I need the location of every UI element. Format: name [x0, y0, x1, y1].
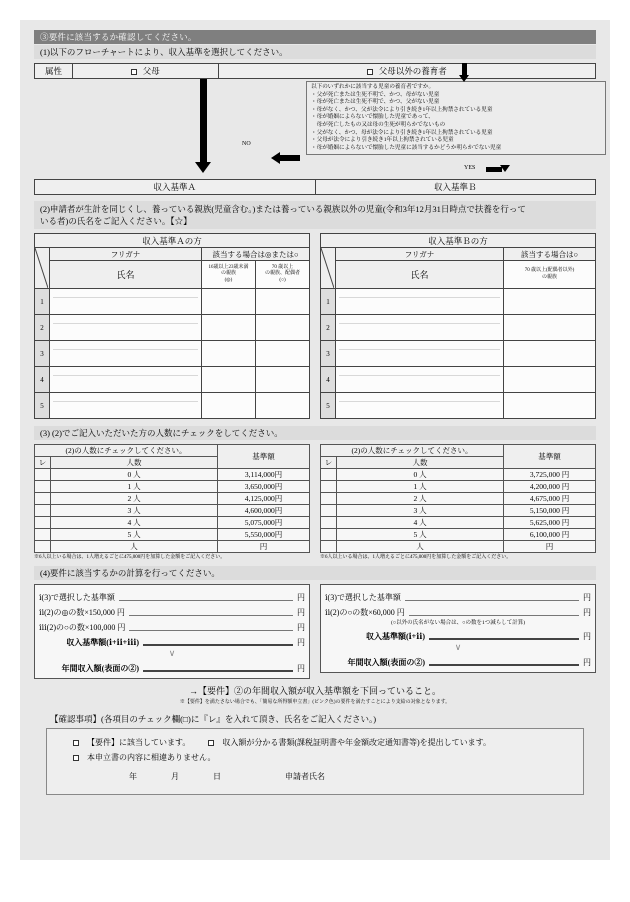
name-table-b-sub: [504, 261, 596, 289]
calc-b-note: (○以外の氏名がない場合は、○の数を1つ減らして計算): [390, 620, 526, 626]
table-row: [321, 505, 596, 517]
diagonal-cell: [321, 248, 336, 289]
sub-line: 70 歳以上(配偶者以外): [524, 268, 575, 273]
calc-b-input-annual[interactable]: [429, 655, 579, 666]
name-input-cell[interactable]: [50, 289, 202, 315]
row-number: 3: [321, 341, 336, 367]
count-b-amount: 5,625,000 円: [504, 517, 596, 529]
calc-a-label-total: 収入基準額(ⅰ+ⅱ+ⅲ): [66, 638, 139, 647]
name-input-cell[interactable]: [50, 367, 202, 393]
calc-b-input-i[interactable]: [405, 590, 579, 601]
name-table-b: [320, 233, 596, 419]
section-step-2: [34, 200, 596, 229]
name-table-a-wrap: [34, 233, 310, 419]
count-a-check-header: (2)の人数にチェックしてください。: [35, 445, 218, 457]
count-a-checkbox[interactable]: [35, 517, 51, 529]
count-a-amount: 5,075,000円: [218, 517, 310, 529]
count-a-count: 5 人: [51, 529, 218, 541]
date-month-label[interactable]: 月: [171, 772, 179, 781]
table-row: [321, 529, 596, 541]
table-row: [321, 493, 596, 505]
table-row: [35, 481, 310, 493]
calc-a-yen-ii: 円: [297, 608, 305, 617]
count-b-amount[interactable]: 円: [504, 541, 596, 553]
count-a-count: 1 人: [51, 481, 218, 493]
flow-arrow-no-shaft: [280, 155, 300, 161]
table-row: [35, 541, 310, 553]
count-a-count[interactable]: 人: [51, 541, 218, 553]
checkbox-other-icon[interactable]: [367, 69, 373, 75]
sub-line: の親族: [541, 274, 557, 280]
standard-b-cell[interactable]: 収入基準Ｂ: [315, 180, 596, 195]
count-b-count[interactable]: 人: [337, 541, 504, 553]
calc-b-comparator: ∨: [454, 642, 462, 652]
count-a-checkbox[interactable]: [35, 493, 51, 505]
table-row: [35, 493, 310, 505]
calc-a-wrap: [34, 584, 310, 679]
checkbox-requirement-icon[interactable]: [73, 740, 79, 746]
list-item: ・父がなく、かつ、母が法令により引き続き1年以上拘禁されている児童: [311, 129, 493, 136]
confirmation-item-3: 本申立書の内容に相違ありません。: [87, 753, 216, 762]
calc-a-row-i: [39, 588, 305, 603]
count-table-a: [34, 444, 310, 553]
attribute-table: [34, 63, 596, 79]
count-a-count: 4 人: [51, 517, 218, 529]
count-b-checkbox[interactable]: [321, 505, 337, 517]
row-number: 3: [35, 341, 50, 367]
count-b-checkbox[interactable]: [321, 493, 337, 505]
calc-tables: [34, 584, 596, 679]
table-row: [35, 234, 310, 248]
name-table-b-title: 収入基準Ｂの方: [321, 234, 596, 248]
name-input-cell[interactable]: [50, 393, 202, 419]
count-a-count: 3 人: [51, 505, 218, 517]
name-tables: [34, 233, 596, 419]
table-row: [35, 64, 596, 79]
table-row: [35, 367, 310, 393]
calc-table-b: [320, 584, 596, 673]
table-row: [321, 261, 596, 272]
table-row: [35, 180, 596, 195]
confirmation-line-1: [57, 735, 573, 750]
calc-a-label-annual: 年間収入額(表面の②): [61, 664, 139, 673]
flow-label-no: NO: [242, 141, 251, 147]
requirement-note: ※【要件】を満たさない場合でも、「簡易な所得額申立書」(ピンク色)の要件を満たすことにより支給の対象となります。: [179, 700, 451, 705]
confirmation-item-1: 【要件】に該当しています。: [87, 738, 191, 747]
flowchart: [34, 79, 596, 179]
calc-a-yen-annual: 円: [297, 664, 305, 673]
section-step-4: (4)要件に該当するかの計算を行ってください。: [34, 565, 596, 580]
table-row: [321, 248, 596, 261]
row-number: 5: [35, 393, 50, 419]
mark-cell-1[interactable]: [202, 341, 256, 367]
row-number: 4: [321, 367, 336, 393]
count-a-count: 2 人: [51, 493, 218, 505]
name-input-cell[interactable]: [336, 393, 504, 419]
table-row: [35, 289, 310, 315]
table-row: [35, 445, 310, 457]
calc-a-input-ii[interactable]: [129, 605, 293, 616]
count-a-amount: 4,600,000円: [218, 505, 310, 517]
calc-a-row-ii: [39, 603, 305, 618]
count-a-checkbox[interactable]: [35, 541, 51, 553]
count-b-checkbox[interactable]: [321, 529, 337, 541]
table-row: [35, 517, 310, 529]
count-b-count: 2 人: [337, 493, 504, 505]
calc-a-yen-total: 円: [297, 638, 305, 647]
criteria-box: [306, 81, 606, 155]
calc-b-yen-i: 円: [583, 593, 591, 602]
mark-cell-1[interactable]: [202, 289, 256, 315]
count-a-checkbox[interactable]: [35, 469, 51, 481]
count-a-amount: 5,550,000円: [218, 529, 310, 541]
calc-b-yen-ii: 円: [583, 608, 591, 617]
count-table-a-wrap: [34, 444, 310, 561]
name-table-b-furigana: フリガナ: [336, 248, 504, 261]
mark-cell[interactable]: [504, 315, 596, 341]
calc-a-comparator: ∨: [168, 648, 176, 658]
count-a-amount: 3,114,000円: [218, 469, 310, 481]
flow-arrow-yes-icon: [500, 165, 510, 172]
standard-table: [34, 179, 596, 195]
sub-line: (◎): [224, 277, 233, 283]
name-input-cell[interactable]: [336, 367, 504, 393]
mark-cell[interactable]: [504, 289, 596, 315]
mark-cell-2[interactable]: [256, 367, 310, 393]
sub-line: の親族、配偶者: [264, 271, 300, 277]
table-row: [321, 469, 596, 481]
list-item: ・母が死亡または生死不明で、かつ、父がない児童: [311, 99, 440, 106]
calc-b-label-i: ⅰ(3)で選択した基準額: [325, 593, 401, 602]
sub-line: (○): [279, 277, 286, 283]
count-a-count: 0 人: [51, 469, 218, 481]
table-row: [321, 445, 596, 457]
flow-arrow-down-other-icon: [459, 75, 469, 82]
count-a-amount: 3,650,000円: [218, 481, 310, 493]
table-row: [35, 529, 310, 541]
flow-arrow-shaft: [200, 79, 207, 163]
signature-row: [57, 769, 573, 784]
table-row: [35, 248, 310, 261]
sub-line: 16歳以上23歳未満: [208, 264, 249, 270]
count-a-checkbox[interactable]: [35, 481, 51, 493]
name-table-a-sub2: [256, 261, 310, 289]
diagonal-cell: [35, 248, 50, 289]
name-table-a-mark-header: 該当する場合は◎または○: [202, 248, 310, 261]
calc-a-label-iii: ⅲ(2)の○の数×100,000 円: [39, 623, 126, 632]
name-input-cell[interactable]: [336, 341, 504, 367]
section-header-3: ③要件に該当するか確認してください。: [34, 30, 596, 44]
table-row: [321, 367, 596, 393]
count-b-checkbox[interactable]: [321, 541, 337, 553]
attribute-label: 属性: [35, 64, 73, 79]
count-table-b-wrap: [320, 444, 596, 561]
name-table-a-furigana: フリガナ: [50, 248, 202, 261]
calc-b-row-total: [325, 627, 591, 642]
diagonal-line-icon: [321, 248, 334, 288]
mark-cell-2[interactable]: [256, 341, 310, 367]
mark-cell-2[interactable]: [256, 315, 310, 341]
count-b-amount: 4,200,000 円: [504, 481, 596, 493]
flow-arrow-left-icon: [271, 152, 280, 164]
table-row: [321, 481, 596, 493]
row-number: 4: [35, 367, 50, 393]
flow-arrow-down-icon: [195, 162, 211, 173]
table-row: [321, 315, 596, 341]
checkbox-documents-icon[interactable]: [208, 740, 214, 746]
table-row: [35, 341, 310, 367]
section-step-2-line1: (2)申請者が生計を同じくし、養っている親族(児童含む。)または養っている親族以外の児童(令和3年12月31日時点で扶養を行って: [40, 204, 526, 214]
calc-b-label-total: 収入基準額(ⅰ+ⅱ): [365, 632, 425, 641]
count-a-check-mark: レ: [35, 457, 51, 469]
attribute-other-label: 父母以外の養育者: [378, 66, 447, 76]
count-b-checkbox[interactable]: [321, 517, 337, 529]
name-table-a-sub1: [202, 261, 256, 289]
checkbox-truth-icon[interactable]: [73, 755, 79, 761]
mark-cell[interactable]: [504, 367, 596, 393]
calc-b-label-annual: 年間収入額(表面の②): [347, 658, 425, 667]
section-step-2-line2: いる者)の氏名をご記入ください。【☆】: [40, 216, 192, 226]
mark-cell-2[interactable]: [256, 393, 310, 419]
standard-a-cell[interactable]: 収入基準Ａ: [35, 180, 316, 195]
confirmation-line-2: [57, 750, 573, 765]
calc-b-yen-annual: 円: [583, 658, 591, 667]
list-item: ・母が婚姻によらないで懐胎した児童であって、: [311, 114, 434, 121]
count-tables: [34, 444, 596, 561]
calc-b-row-ii: [325, 603, 591, 618]
name-table-b-name: 氏名: [336, 261, 504, 289]
count-a-amount[interactable]: 円: [218, 541, 310, 553]
count-b-amount-header: 基準額: [504, 445, 596, 469]
calc-a-label-ii: ⅱ(2)の◎の数×150,000 円: [39, 608, 125, 617]
confirmation-title: 【確認事項】(各項目のチェック欄(□)に『レ』を入れて頂き、氏名をご記入ください。): [50, 714, 377, 724]
calc-a-row-iii: [39, 618, 305, 633]
count-b-count: 4 人: [337, 517, 504, 529]
table-row: [35, 505, 310, 517]
table-row: [321, 289, 596, 315]
row-number: 2: [35, 315, 50, 341]
count-b-count: 5 人: [337, 529, 504, 541]
calc-a-row-annual: [39, 659, 305, 674]
mark-cell[interactable]: [504, 341, 596, 367]
row-number: 2: [321, 315, 336, 341]
attribute-parent-cell[interactable]: [73, 64, 219, 79]
list-item: 母が死亡したもの又は母の生死が明らかでないもの: [311, 121, 446, 128]
name-table-a-name: 氏名: [50, 261, 202, 289]
section-step-3: (3) (2)でご記入いただいた方の人数にチェックをしてください。: [34, 425, 596, 440]
count-b-count: 0 人: [337, 469, 504, 481]
count-b-amount: 6,100,000 円: [504, 529, 596, 541]
count-table-b: [320, 444, 596, 553]
table-row: [321, 341, 596, 367]
table-row: [321, 393, 596, 419]
count-b-count-header: 人数: [337, 457, 504, 469]
mark-cell-1[interactable]: [202, 315, 256, 341]
date-day-label[interactable]: 日: [213, 772, 221, 781]
mark-cell[interactable]: [504, 393, 596, 419]
sub-line: の親族: [220, 271, 236, 277]
diagonal-line-icon: [35, 248, 48, 288]
sub-line: 70 歳以上: [271, 264, 294, 270]
table-row: [35, 393, 310, 419]
requirement-line: →【要件】②の年間収入額が収入基準額を下回っていること。: [188, 686, 441, 696]
list-item: ・母が婚姻によらないで懐胎した児童に該当するかどうか明らかでない児童: [311, 144, 502, 151]
count-b-check-mark: レ: [321, 457, 337, 469]
calc-a-input-annual[interactable]: [143, 661, 293, 672]
calc-a-yen-i: 円: [297, 593, 305, 602]
calc-b-wrap: [320, 584, 596, 679]
criteria-list: [311, 92, 601, 153]
calc-b-input-ii[interactable]: [409, 605, 579, 616]
count-a-note: ※6人以上いる場合は、1人増えるごとに475,000円を加算した金額をご記入ください。: [34, 555, 226, 560]
name-table-a: [34, 233, 310, 419]
confirmation-box: [46, 728, 584, 795]
list-item: ・父母が法令により引き続き1年以上拘禁されている児童: [311, 137, 454, 144]
name-table-a-title: 収入基準Ａの方: [35, 234, 310, 248]
date-year-label[interactable]: 年: [129, 772, 137, 781]
name-input-cell[interactable]: [336, 289, 504, 315]
calc-b-yen-total: 円: [583, 632, 591, 641]
count-b-amount: 5,150,000 円: [504, 505, 596, 517]
calc-b-row-annual: [325, 653, 591, 668]
row-number: 5: [321, 393, 336, 419]
flow-label-yes: YES: [464, 165, 476, 171]
name-input-cell[interactable]: [50, 315, 202, 341]
checkbox-parent-icon[interactable]: [131, 69, 137, 75]
name-input-cell[interactable]: [50, 341, 202, 367]
criteria-title: 以下のいずれかに該当する児童の養育者ですか。: [311, 84, 435, 90]
mark-cell-1[interactable]: [202, 393, 256, 419]
calc-b-row-i: [325, 588, 591, 603]
confirmation-item-2: 収入額が分かる書類(課税証明書や年金額改定通知書等)を提出しています。: [222, 738, 492, 747]
calc-a-input-total[interactable]: [143, 635, 293, 646]
table-row: [321, 234, 596, 248]
name-table-b-mark-header: 該当する場合は○: [504, 248, 596, 261]
table-row: [35, 261, 310, 267]
calc-a-row-total: [39, 633, 305, 648]
count-b-check-header: (2)の人数にチェックしてください。: [321, 445, 504, 457]
calc-a-label-i: ⅰ(3)で選択した基準額: [39, 593, 115, 602]
table-row: [321, 517, 596, 529]
count-b-amount: 4,675,000 円: [504, 493, 596, 505]
calc-b-input-total[interactable]: [429, 629, 579, 640]
count-b-count: 3 人: [337, 505, 504, 517]
count-a-count-header: 人数: [51, 457, 218, 469]
section-step-1: (1)以下のフローチャートにより、収入基準を選択してください。: [34, 44, 596, 59]
count-b-count: 1 人: [337, 481, 504, 493]
attribute-other-cell[interactable]: [218, 64, 595, 79]
mark-cell-1[interactable]: [202, 367, 256, 393]
mark-cell-2[interactable]: [256, 289, 310, 315]
count-b-amount: 3,725,000 円: [504, 469, 596, 481]
form-page: [20, 20, 610, 860]
name-table-b-wrap: [320, 233, 596, 419]
count-b-checkbox[interactable]: [321, 481, 337, 493]
count-b-note: ※6人以上いる場合は、1人増えるごとに475,000円を加算した金額をご記入ください。: [320, 555, 512, 560]
list-item: ・父が死亡または生死不明で、かつ、母がない児童: [311, 91, 440, 98]
count-a-amount: 4,125,000円: [218, 493, 310, 505]
calc-a-input-iii[interactable]: [129, 620, 293, 631]
calc-table-a: [34, 584, 310, 679]
calc-b-label-ii: ⅱ(2)の○の数×60,000 円: [325, 608, 405, 617]
table-row: [321, 541, 596, 553]
attribute-parent-label: 父母: [142, 66, 160, 76]
calc-a-input-i[interactable]: [119, 590, 293, 601]
row-number: 1: [35, 289, 50, 315]
applicant-name-label[interactable]: 申請者氏名: [285, 772, 325, 781]
count-b-checkbox[interactable]: [321, 469, 337, 481]
count-a-checkbox[interactable]: [35, 505, 51, 517]
row-number: 1: [321, 289, 336, 315]
list-item: ・母がなく、かつ、父が法令により引き続き1年以上拘禁されている児童: [311, 106, 493, 113]
name-input-cell[interactable]: [336, 315, 504, 341]
table-row: [35, 315, 310, 341]
count-a-amount-header: 基準額: [218, 445, 310, 469]
table-row: [35, 469, 310, 481]
calc-a-yen-iii: 円: [297, 623, 305, 632]
count-a-checkbox[interactable]: [35, 529, 51, 541]
